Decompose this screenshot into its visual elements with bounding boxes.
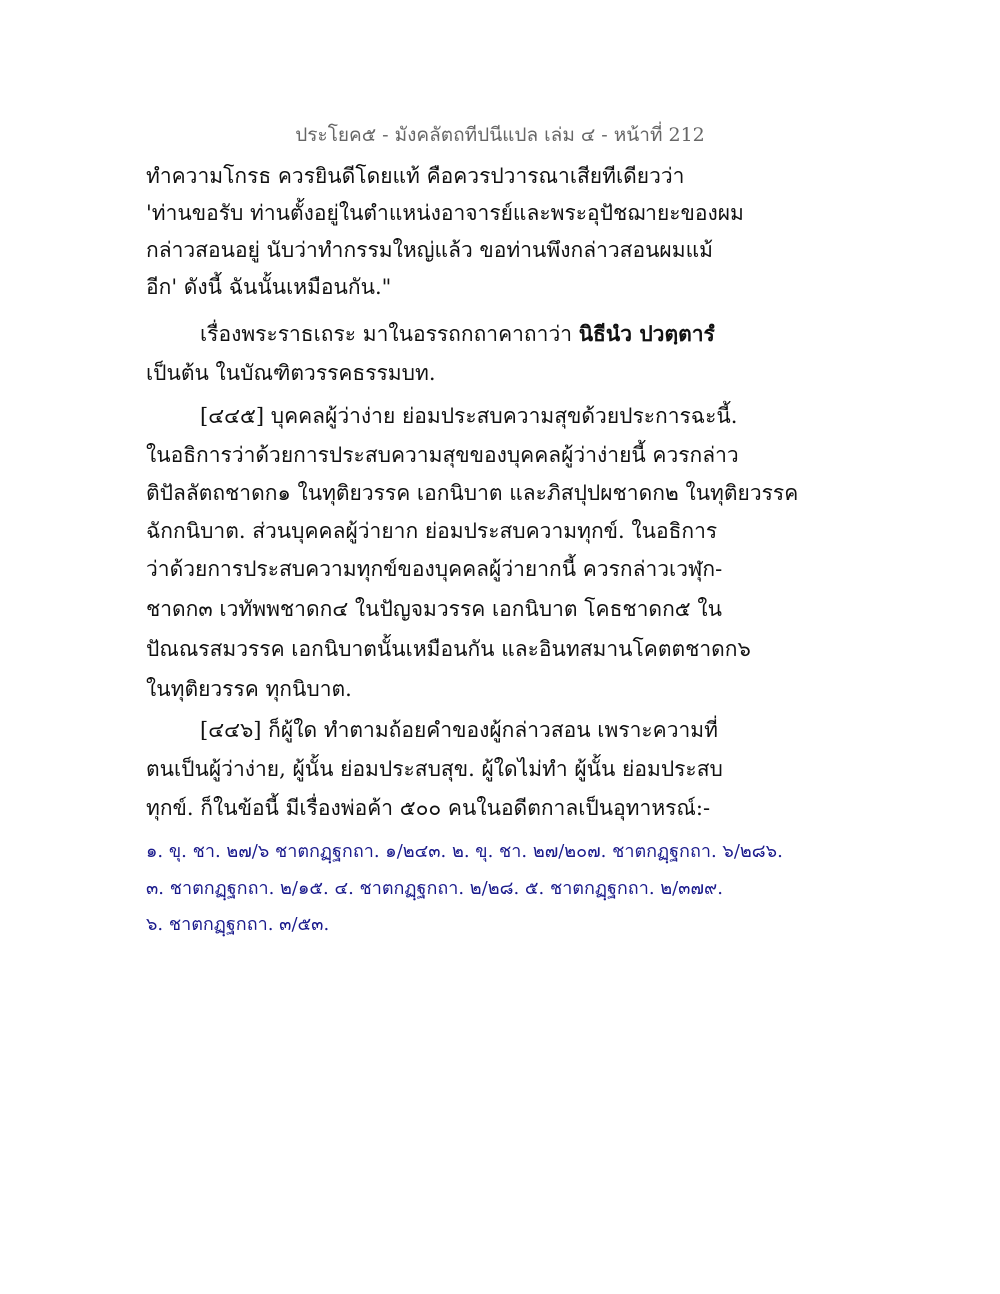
body-line: ในทุติยวรรค ทุกนิบาต. [146, 677, 352, 701]
page-header: ประโยค๕ - มังคลัตถทีปนีแปล เล่ม ๔ - หน้าที่ 212 [295, 124, 705, 146]
body-line: ทุกข์. ก็ในข้อนี้ มีเรื่องพ่อค้า ๕๐๐ คนในอดีตกาลเป็นอุทาหรณ์:- [146, 796, 711, 820]
pali-quote: นิธีนํว ปวตฺตารํ [578, 321, 715, 346]
body-line: [๔๔๖] ก็ผู้ใด ทำตามถ้อยคำของผู้กล่าวสอน เพราะความที่ [200, 718, 718, 742]
body-line: ปัณณรสมวรรค เอกนิบาตนั้นเหมือนกัน และอินทสมานโคตตชาดก๖ [146, 637, 751, 661]
body-line: เป็นต้น ในบัณฑิตวรรคธรรมบท. [146, 361, 436, 385]
body-line: กล่าวสอนอยู่ นับว่าทำกรรมใหญ่แล้ว ขอท่านพึงกล่าวสอนผมแม้ [146, 238, 713, 262]
body-line [200, 318, 715, 351]
body-line: ว่าด้วยการประสบความทุกข์ของบุคคลผู้ว่ายากนี้ ควรกล่าวเวฬุก- [146, 557, 723, 581]
footnote-line: ๖. ชาตกฏฺฐกถา. ๓/๕๓. [146, 914, 330, 935]
body-line: [๔๔๕] บุคคลผู้ว่าง่าย ย่อมประสบความสุขด้วยประการฉะนี้. [200, 404, 738, 428]
body-line: ตนเป็นผู้ว่าง่าย, ผู้นั้น ย่อมประสบสุข. ผู้ใดไม่ทำ ผู้นั้น ย่อมประสบ [146, 757, 723, 781]
para2-prefix: เรื่องพระราธเถระ มาในอรรถกถาคาถาว่า [200, 322, 579, 346]
body-line: ฉักกนิบาต. ส่วนบุคคลผู้ว่ายาก ย่อมประสบความทุกข์. ในอธิการ [146, 519, 718, 543]
footnote-line: ๓. ชาตกฏฺฐกถา. ๒/๑๕. ๔. ชาตกฏฺฐกถา. ๒/๒๘. ๕. ชาตกฏฺฐกถา. ๒/๓๗๙. [146, 878, 723, 899]
footnote-line: ๑. ขุ. ชา. ๒๗/๖ ชาตกฏฺฐกถา. ๑/๒๔๓. ๒. ขุ. ชา. ๒๗/๒๐๗. ชาตกฏฺฐกถา. ๖/๒๘๖. [146, 841, 783, 862]
body-line: ในอธิการว่าด้วยการประสบความสุขของบุคคลผู้ว่าง่ายนี้ ควรกล่าว [146, 443, 739, 467]
body-line: 'ท่านขอรับ ท่านตั้งอยู่ในตำแหน่งอาจารย์และพระอุปัชฌายะของผม [146, 201, 744, 225]
body-line: ชาดก๓ เวทัพพชาดก๔ ในปัญจมวรรค เอกนิบาต โคธชาดก๕ ใน [146, 597, 722, 621]
body-line: ทำความโกรธ ควรยินดีโดยแท้ คือควรปวารณาเสียทีเดียวว่า [146, 164, 685, 188]
body-line: อีก' ดังนี้ ฉันนั้นเหมือนกัน." [146, 275, 392, 299]
body-line: ติปัลลัตถชาดก๑ ในทุติยวรรค เอกนิบาต และภิสปุปผชาดก๒ ในทุติยวรรค [146, 481, 799, 505]
